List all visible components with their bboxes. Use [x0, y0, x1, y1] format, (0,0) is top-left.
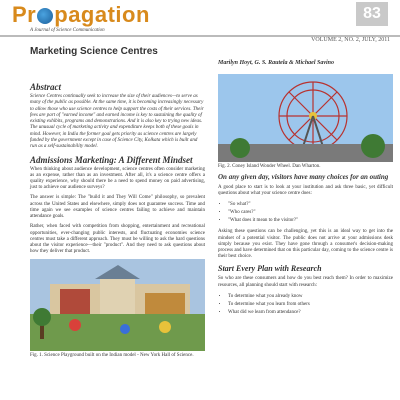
question-list [218, 201, 393, 225]
list-item: • "What does it mean to the visitor?" [228, 217, 393, 225]
paragraph: Asking these questions can be challenging, yet this is an ideal way to get into the mindset of a potential visitor. The public does not arrive at your admissions desk simply because you exist. They have gone through a consumer's decision-making process and have determined that on this particular day, coming to the science centre is their best choice. [218, 229, 393, 260]
list-item: • "Who cares?" [228, 209, 393, 217]
playground-illustration [30, 259, 205, 351]
list-item: • "So what?" [228, 201, 393, 209]
list-item: • To determine what you already know [228, 293, 393, 301]
left-column [30, 82, 205, 362]
abstract-text: Science Centres continually seek to increase the size of their audiences—to serve as many of the public as possible. At the same time, it is becoming increasingly necessary to allow those who use science centres to help support the costs of their services. Their fees are part of "earned income" and earned income is key to sustaining the quality of existing exhibits, programs and demonstrations. And it is also key to trying new ideas. The unusual cycle of marketing activity and expenditure keeps both of these goals in mind. However, in India the former goal gets priority as science centres are largely funded by the government except in case of Science City, Kolkata which is built and run as a self-sustainability model. [30, 94, 204, 150]
journal-tagline: A Journal of Science Communication [30, 28, 105, 33]
figure-caption: Fig. 1. Science Playground built on the Indian model - New York Hall of Science. [30, 353, 194, 359]
paragraph: Rather, when faced with competition from shopping, entertainment and recreational opportunities, ever-changing public interests, and fluctuating economies science centres must take a different approach. They must be willing to ask the hard questions about the visitor experience—their "product". And they need to ask questions about how they deliver that product. [30, 224, 205, 255]
abstract-heading: Abstract [30, 82, 62, 92]
ferris-wheel-illustration [218, 74, 393, 162]
article-authors: Marilyn Hoyt, G. S. Rautela & Michael Savino [218, 60, 335, 66]
paragraph: When thinking about audience development, science centres often consider marketing as an expense, rather than as an investment. After all, it's a science centre offers a quality experience, why should there be a need to spend money on paid advertising, just to achieve our audience surveys? [30, 166, 205, 191]
paragraph: The answer is simple: The "build it and They Will Come" philosophy, so prevalent across the United States and elsewhere, simply does not guarantee success. Time and time again we see examples of science centres failing to achieve and maintain attendance goals. [30, 195, 205, 220]
figure-caption: Fig. 2. Coney Island Wonder Wheel. Dan Wharton. [218, 164, 321, 169]
globe-icon [37, 8, 53, 24]
paragraph: A good place to start is to look at your institution and ask three basic, yet difficult questions about what your science centre does: [218, 185, 393, 197]
page-header [0, 0, 400, 44]
paragraph: So who are these consumers and how do you best reach them? In order to maximize resources, all planning should start with research: [218, 276, 393, 288]
right-column [218, 70, 393, 321]
list-item: • What did we learn from attendance? [228, 309, 393, 317]
section-heading: Start Every Plan with Research [218, 264, 322, 274]
list-item: • To determine what you learn from others [228, 301, 393, 309]
page-number: 83 [356, 2, 388, 26]
science-playground-photo [30, 259, 205, 351]
journal-logo: Pr pagation [12, 2, 150, 27]
ferris-wheel-photo [218, 74, 393, 162]
article-title: Marketing Science Centres [30, 46, 158, 57]
bullet-list [218, 293, 393, 317]
subheading: On any given day, visitors have many choices for an outing [218, 173, 389, 181]
volume-info: VOLUME 2, NO. 2, JULY, 2011 [311, 37, 390, 43]
section-heading: Admissions Marketing: A Different Mindset [30, 154, 193, 165]
